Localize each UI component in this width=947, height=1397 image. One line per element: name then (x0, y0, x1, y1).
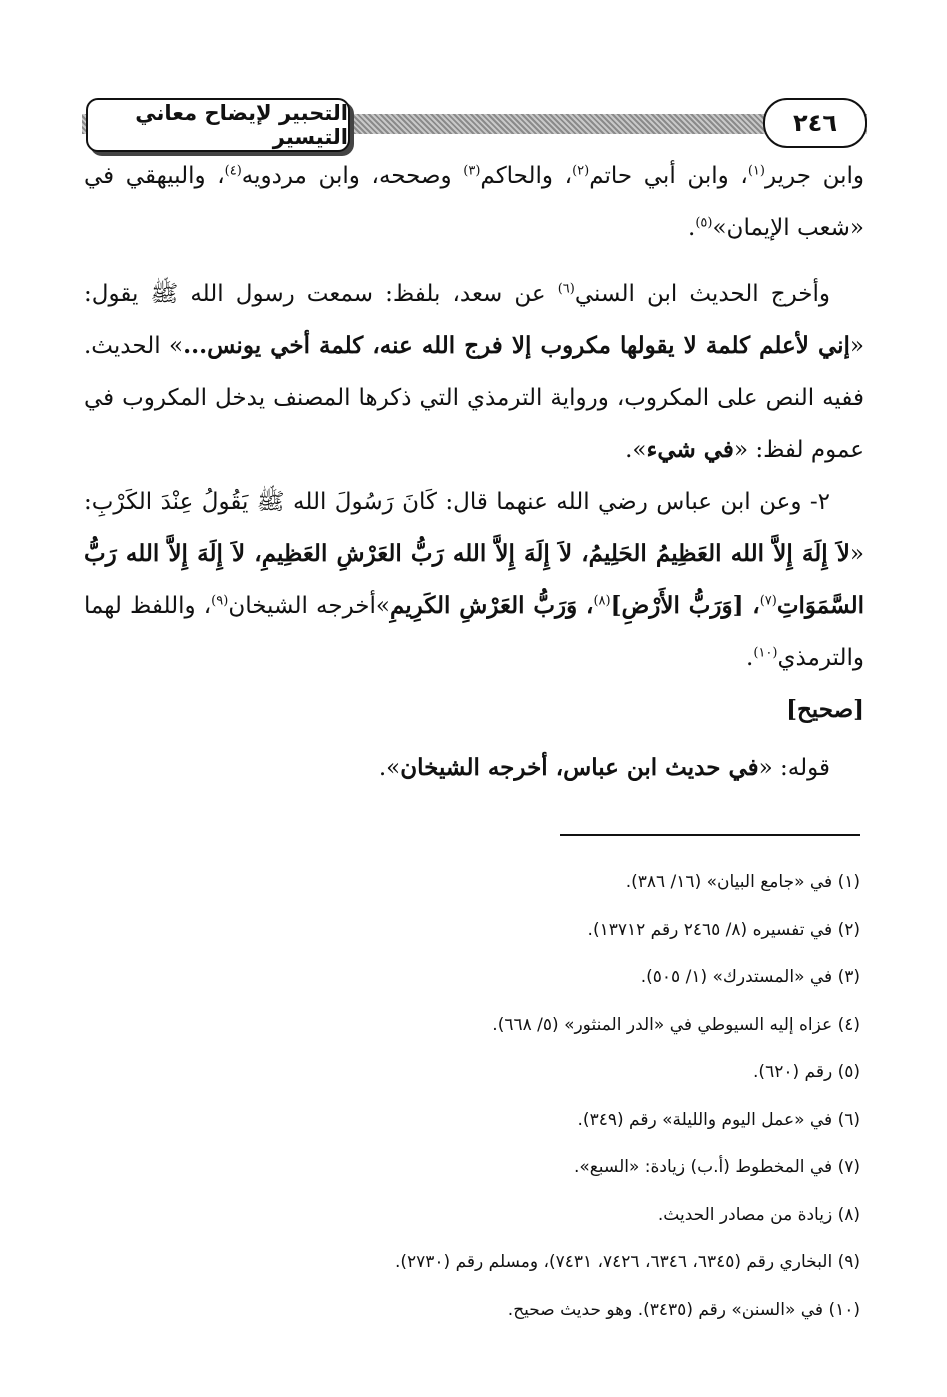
paragraph-1: وابن جرير$^{(١)}$، وابن أبي حاتم$^{(٢)}$، والحاكم$^{(٣)}$ وصححه، وابن مردويه$^{(٤)}$، والبيهقي في «شعب الإيمان»$^{(٥)}$. (84, 163, 864, 241)
footnote-3: (٣) في «المستدرك» (١/ ٥٠٥). (640, 967, 860, 987)
footnote-ref: (٤) (224, 163, 242, 179)
hadith-text: إني لأعلم كلمة لا يقولها مكروب إلا فرج الله عنه، كلمة أخي يونس... (183, 332, 850, 359)
footnote-10: (١٠) في «السنن» رقم (٣٤٣٥). وهو حديث صحيح. (507, 1299, 860, 1320)
footnote-8: (٨) زيادة من مصادر الحديث. (657, 1204, 860, 1225)
footnote-9: (٩) البخاري رقم (٦٣٤٥، ٦٣٤٦، ٧٤٢٦، ٧٤٣١)، ومسلم رقم (٢٧٣٠). (394, 1252, 860, 1272)
book-title: التحبير لإيضاح معاني التيسير (86, 98, 350, 152)
footnote-4: (٤) عزاه إليه السيوطي في «الدر المنثور» (٥/ ٦٦٨). (492, 1014, 860, 1035)
hadith-text: لاَ إِلَهَ إِلاَّ الله العَظِيمُ الحَلِيمُ، لاَ إِلَهَ إِلاَّ الله رَبُّ العَرْشِ العَظِيمِ، لاَ إِلَهَ إِلاَّ الله رَبُّ السَّمَوَاتِ (84, 540, 864, 619)
footnote-divider (560, 834, 860, 836)
page-number: ٢٤٦ (763, 98, 867, 148)
paragraph-2: وأخرج الحديث ابن السني$^{(٦)}$ عن سعد، بلفظ: سمعت رسول الله ﷺ يقول: «إني لأعلم كلمة لا يقولها مكروب إلا فرج الله عنه، كلمة أخي يونس...» الحديث. ففيه النص على المكروب، ورواية الترمذي التي ذكرها المصنف يدخل المكروب في عموم لفظ: «في شيء». (84, 281, 864, 463)
footnote-ref: (٣) (463, 163, 481, 179)
footnote-ref: (١) (747, 163, 765, 179)
footnote-ref: (١٠) (753, 645, 778, 661)
hadith-grade: [صحيح] (786, 696, 864, 723)
footnote-2: (٢) في تفسيره (٨/ ٢٤٦٥ رقم ١٣٧١٢). (587, 919, 860, 940)
page-header (82, 92, 867, 156)
footnote-1: (١) في «جامع البيان» (١٦/ ٣٨٦). (625, 872, 860, 892)
footnote-7: (٧) في المخطوط (أ.ب) زيادة: «السبع». (573, 1157, 860, 1177)
footnote-ref: (٨) (593, 593, 611, 609)
footnote-6: (٦) في «عمل اليوم والليلة» رقم (٣٤٩). (577, 1109, 860, 1130)
paragraph-4: قوله: «في حديث ابن عباس، أخرجه الشيخان». (378, 754, 830, 781)
footnote-ref: (٧) (759, 593, 777, 609)
footnote-ref: (٦) (557, 281, 575, 297)
footnote-ref: (٩) (211, 593, 229, 609)
footnote-ref: (٢) (572, 163, 590, 179)
footnote-ref: (٥) (695, 215, 713, 231)
footnotes (84, 870, 860, 1345)
main-text (84, 150, 864, 794)
paragraph-3: ٢- وعن ابن عباس رضي الله عنهما قال: كَانَ رَسُولَ الله ﷺ يَقُولُ عِنْدَ الكَرْبِ: «لاَ إِلَهَ إِلاَّ الله العَظِيمُ الحَلِيمُ، لاَ إِلَهَ إِلاَّ الله رَبُّ العَرْشِ العَظِيمِ، لاَ إِلَهَ إِلاَّ الله رَبُّ السَّمَوَاتِ$^{(٧)}$، [وَرَبُّ الأَرْضِ]$^{(٨)}$، وَرَبُّ العَرْشِ الكَرِيمِ»أخرجه الشيخان$^{(٩)}$، واللفظ لهما والترمذي$^{(١٠)}$. [صحيح] (84, 489, 864, 723)
footnote-5: (٥) رقم (٦٢٠). (753, 1062, 860, 1082)
